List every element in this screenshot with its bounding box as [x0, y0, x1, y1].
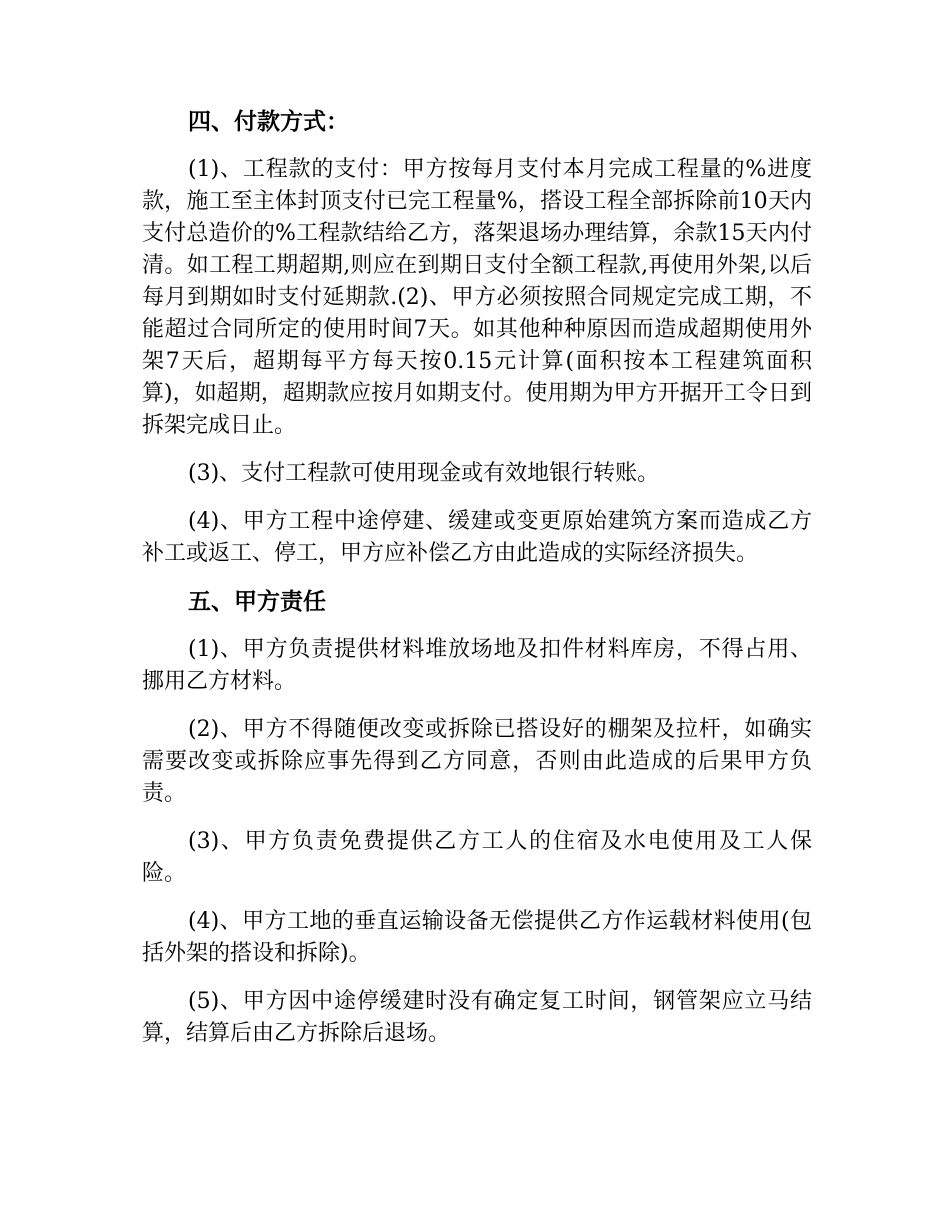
payment-paragraph-3: (3)、支付工程款可使用现金或有效地银行转账。 — [188, 461, 660, 486]
payment-paragraph-1-2: (1)、工程款的支付：甲方按每月支付本月完成工程量的%进度款，施工至主体封顶支付已完工程量%，搭设工程全部拆除前10天内支付总造价的%工程款结给乙方，落架退场办理结算，余款15天内付清。如工程工期超期,则应在到期日支付全额工程款,再使用外架,以后每月到期如时支付延期款.(2)、甲方必须按照合同规定完成工期，不能超过合同所定的使用时间7天。如其他种种原因而造成超期使用外架7天后，超期每平方每天按0.15元计算(面积按本工程建筑面积算)，如超期，超期款应按月如期支付。使用期为甲方开据开工令日到拆架完成日止。 — [142, 157, 812, 438]
responsibility-paragraph-3: (3)、甲方负责免费提供乙方工人的住宿及水电使用及工人保险。 — [142, 829, 812, 886]
responsibility-paragraph-5: (5)、甲方因中途停缓建时没有确定复工时间，钢管架应立马结算，结算后由乙方拆除后退场。 — [142, 989, 812, 1046]
section-heading-party-a-responsibility: 五、甲方责任 — [188, 589, 326, 615]
payment-paragraph-4: (4)、甲方工程中途停建、缓建或变更原始建筑方案而造成乙方补工或返工、停工，甲方应补偿乙方由此造成的实际经济损失。 — [142, 509, 812, 566]
responsibility-paragraph-2: (2)、甲方不得随便改变或拆除已搭设好的棚架及拉杆，如确实需要改变或拆除应事先得到乙方同意，否则由此造成的后果甲方负责。 — [142, 717, 812, 806]
section-heading-payment-method: 四、付款方式： — [188, 109, 349, 135]
responsibility-paragraph-4: (4)、甲方工地的垂直运输设备无偿提供乙方作运载材料使用(包括外架的搭设和拆除)。 — [142, 909, 812, 966]
responsibility-paragraph-1: (1)、甲方负责提供材料堆放场地及扣件材料库房，不得占用、挪用乙方材料。 — [142, 637, 812, 694]
document-content — [142, 106, 812, 1066]
